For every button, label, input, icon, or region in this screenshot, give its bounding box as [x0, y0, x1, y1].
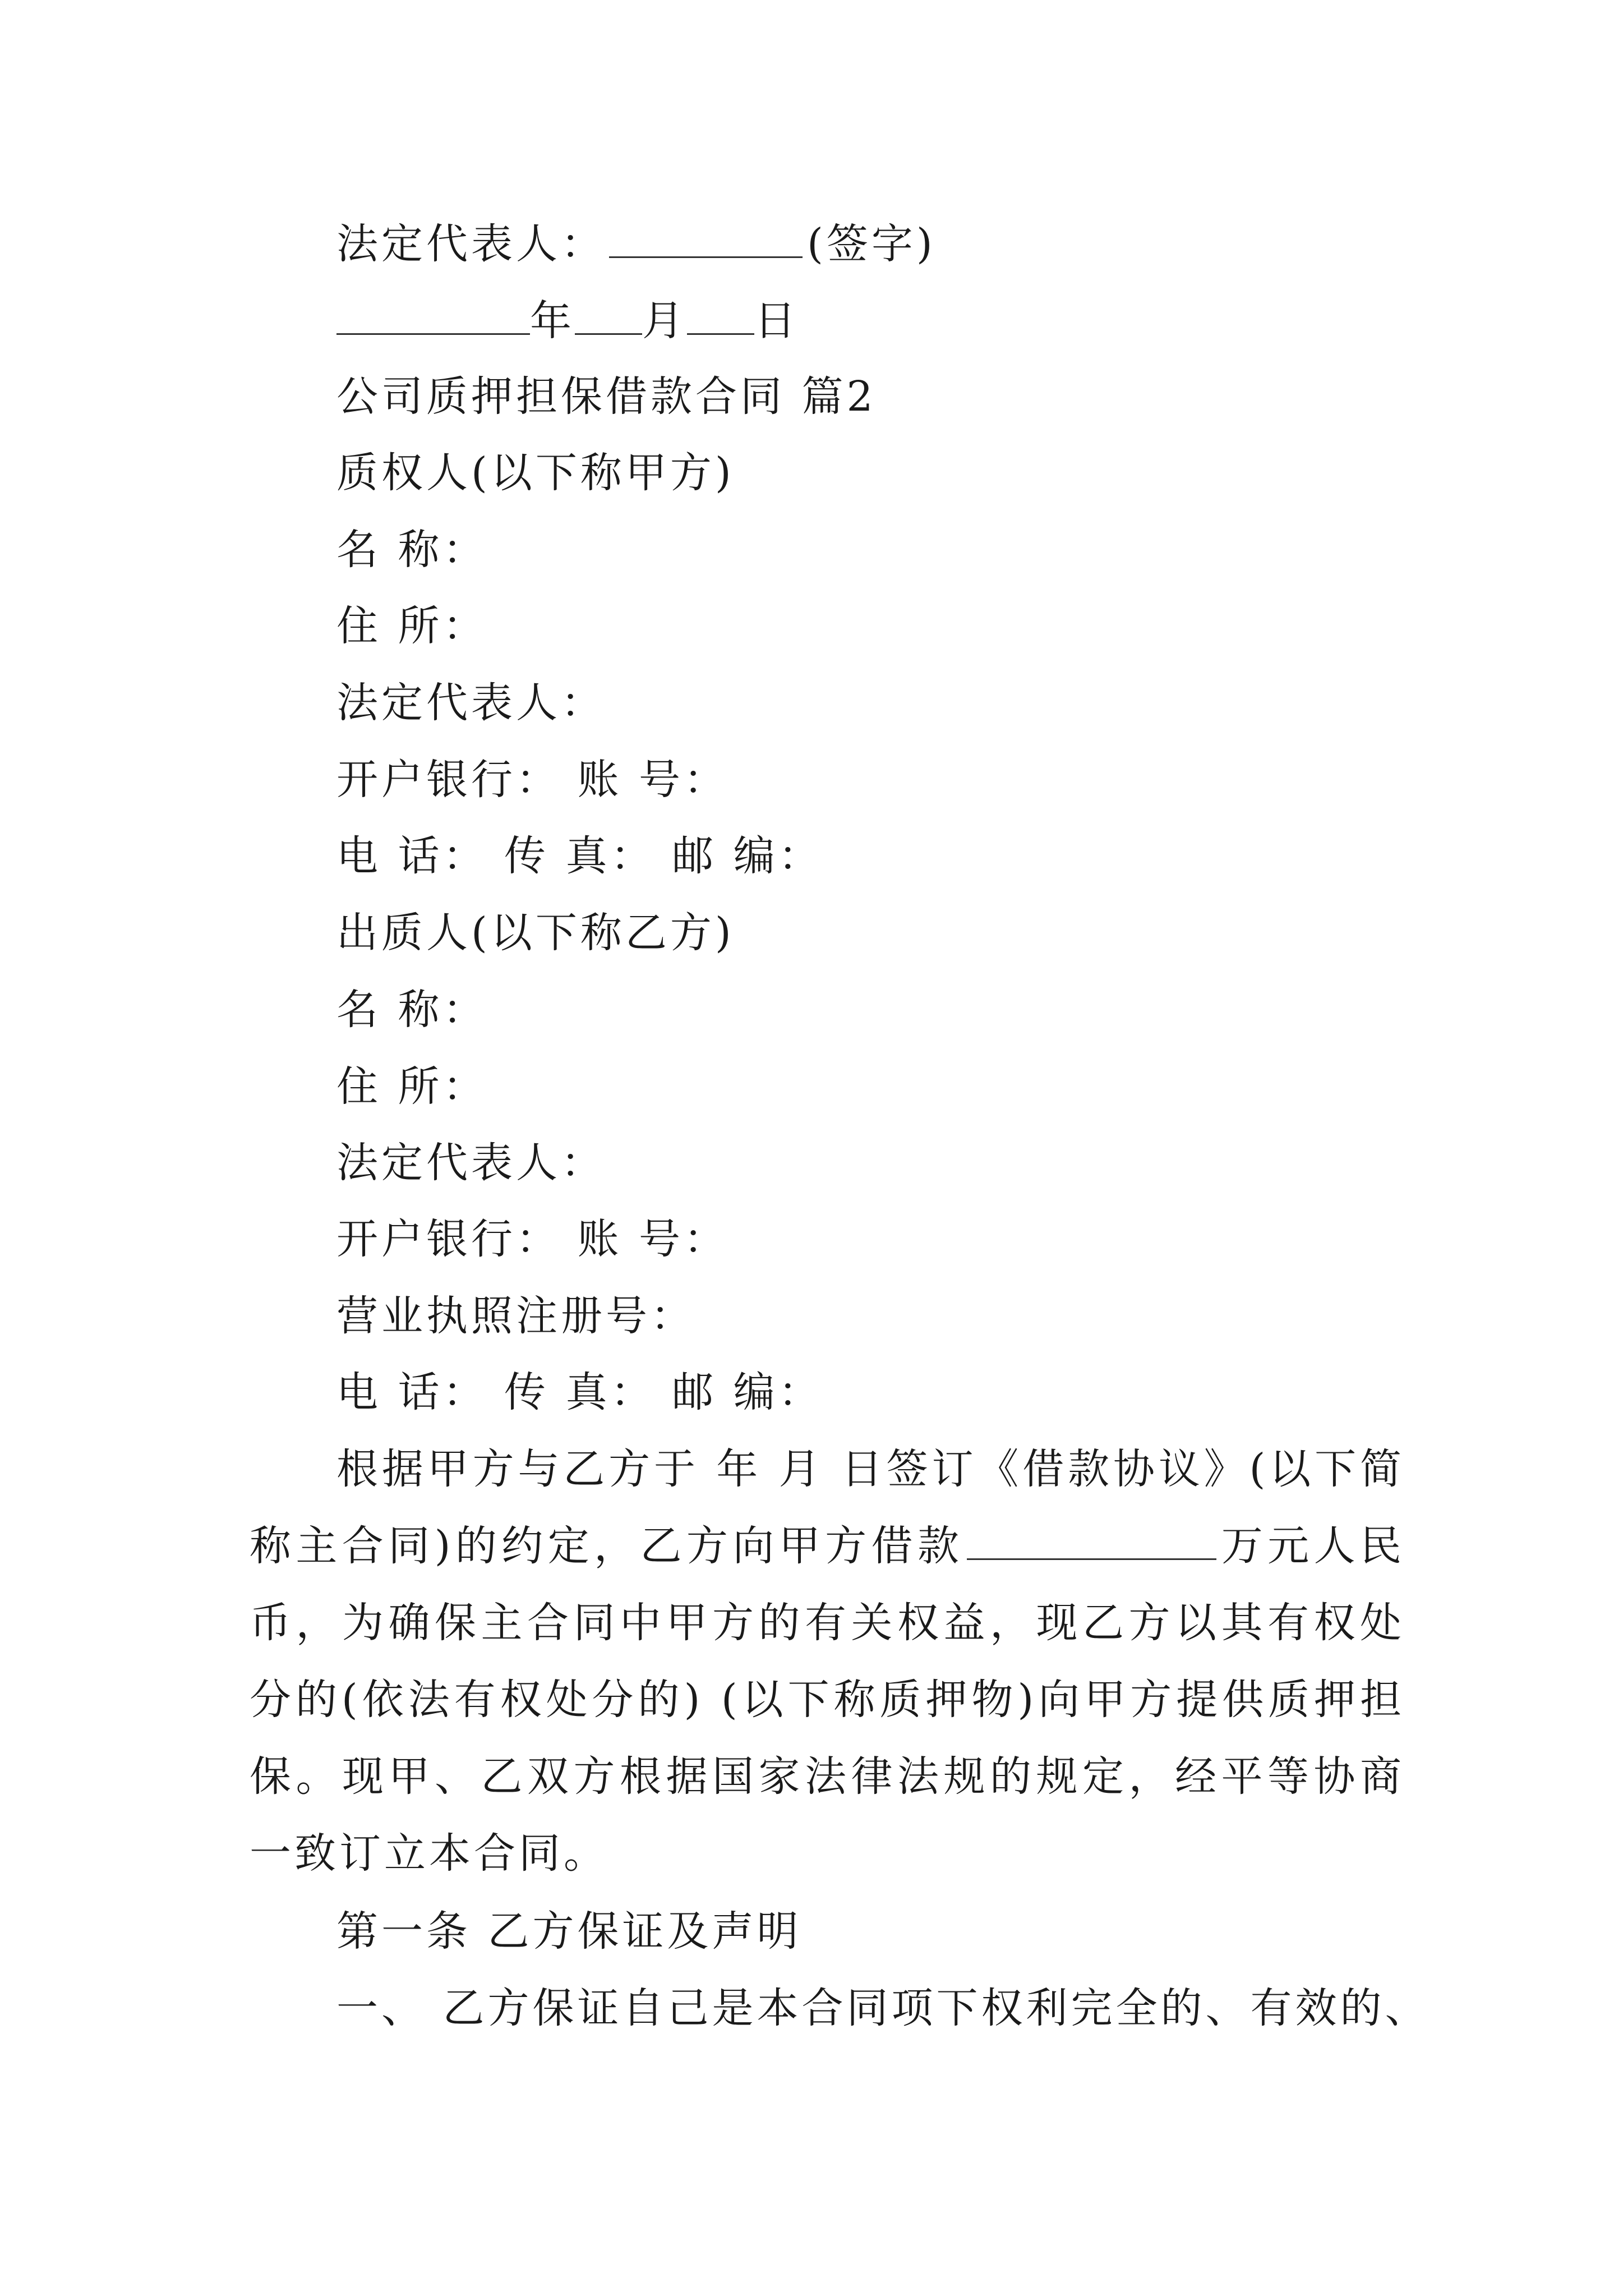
party-a-address: 住 所：	[336, 602, 488, 650]
day-blank	[687, 298, 754, 335]
article-1-heading: 第一条 乙方保证及声明	[336, 1907, 802, 1955]
party-a-bank: 开户银行： 账 号：	[336, 756, 729, 804]
preamble-text-1: 根据甲方与乙方于 年 月 日签订《借款协议》(以下简称主合同)的约定，乙方向甲方借款	[250, 1445, 1405, 1570]
party-a-contact: 电 话： 传 真： 邮 编：	[336, 832, 823, 880]
preamble-text-2: 万元人民币，为确保主合同中甲方的有关权益，现乙方以其有权处分的(依法有权处分的) (以下称质押物)向甲方提供质押担保。现甲、乙双方根据国家法律法规的规定，经平等协商一致订立本合同。	[250, 1522, 1405, 1878]
party-b-contact: 电 话： 传 真： 邮 编：	[336, 1368, 823, 1416]
year-blank	[336, 298, 530, 335]
signature-line	[336, 216, 936, 272]
month-blank	[575, 298, 642, 335]
party-a-name: 名 称：	[336, 526, 488, 574]
contract-title: 公司质押担保借款合同 篇2	[336, 372, 877, 421]
signature-blank	[609, 222, 803, 258]
party-b-address: 住 所：	[336, 1062, 488, 1111]
year-label: 年	[530, 297, 575, 345]
party-b-name: 名 称：	[336, 986, 488, 1034]
signature-suffix: (签字)	[807, 220, 936, 268]
party-b-rep: 法定代表人：	[336, 1139, 606, 1187]
party-b-license: 营业执照注册号：	[336, 1292, 695, 1340]
month-label: 月	[642, 297, 687, 345]
loan-amount-blank	[967, 1524, 1216, 1560]
day-label: 日	[754, 297, 799, 345]
date-line	[336, 293, 799, 349]
party-a-rep: 法定代表人：	[336, 679, 606, 727]
party-a-heading: 质权人(以下称甲方)	[336, 449, 735, 497]
party-b-heading: 出质人(以下称乙方)	[336, 909, 735, 957]
party-b-bank: 开户银行： 账 号：	[336, 1215, 729, 1263]
article-1-item-1: 一、 乙方保证自己是本合同项下权利完全的、有效的、	[336, 1984, 1430, 2032]
signature-label: 法定代表人：	[336, 220, 606, 268]
preamble-paragraph	[250, 1431, 1405, 1892]
